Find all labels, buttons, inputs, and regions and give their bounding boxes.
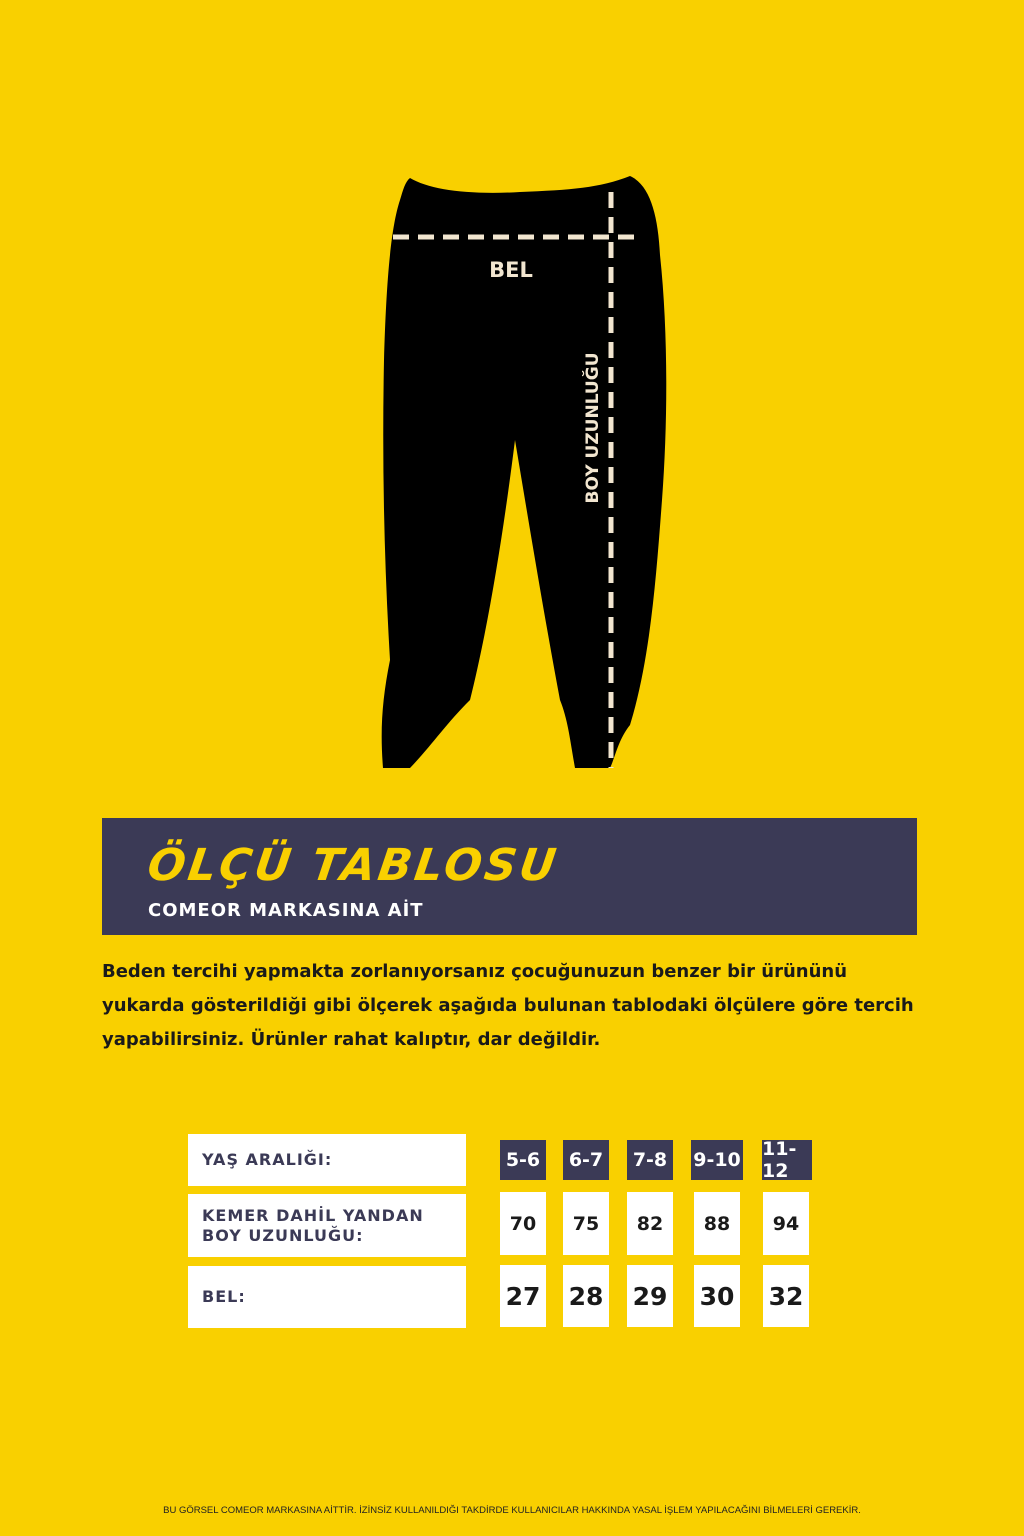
age-row-label <box>188 1134 466 1186</box>
age-cell: 9-10 <box>691 1140 743 1180</box>
copyright-footer: BU GÖRSEL COMEOR MARKASINA AİTTİR. İZİNSİZ KULLANILDIĞI TAKDİRDE KULLANICILAR HAKKINDA YASAL İŞLEM YAPILACAĞINI BİLMELERİ GEREKİR. <box>163 1505 861 1516</box>
waist-cell: 28 <box>563 1265 609 1327</box>
length-label: BOY UZUNLUĞU <box>583 352 603 504</box>
length-cell: 82 <box>627 1192 673 1255</box>
age-cell: 7-8 <box>627 1140 673 1180</box>
age-cell: 6-7 <box>563 1140 609 1180</box>
size-chart-banner <box>102 818 917 935</box>
waist-row-label <box>188 1266 466 1328</box>
age-cell: 5-6 <box>500 1140 546 1180</box>
description-text: Beden tercihi yapmakta zorlanıyorsanız çocuğunuzun benzer bir ürününü yukarda gösterildiği gibi ölçerek aşağıda bulunan tablodaki ölçülere göre tercih yapabilirsiniz. Ürünler rahat kalıptır, dar değildir. <box>102 961 914 1050</box>
waist-cell: 30 <box>694 1265 740 1327</box>
waist-row-label-text: BEL: <box>202 1287 246 1306</box>
banner-subtitle: COMEOR MARKASINA AİT <box>148 900 424 921</box>
length-cell: 88 <box>694 1192 740 1255</box>
waist-cell: 29 <box>627 1265 673 1327</box>
waist-label: BEL <box>489 258 533 282</box>
length-cell: 94 <box>763 1192 809 1255</box>
age-row-label-text: YAŞ ARALIĞI: <box>202 1150 333 1169</box>
waist-cell: 32 <box>763 1265 809 1327</box>
length-row-label <box>188 1194 466 1257</box>
age-cell: 11-12 <box>762 1140 812 1180</box>
length-row-label-line1: KEMER DAHİL YANDAN <box>202 1205 424 1225</box>
waist-cell: 27 <box>500 1265 546 1327</box>
length-cell: 75 <box>563 1192 609 1255</box>
banner-title: ÖLÇÜ TABLOSU <box>144 840 562 891</box>
length-cell: 70 <box>500 1192 546 1255</box>
length-row-label-line2: BOY UZUNLUĞU: <box>202 1225 364 1245</box>
